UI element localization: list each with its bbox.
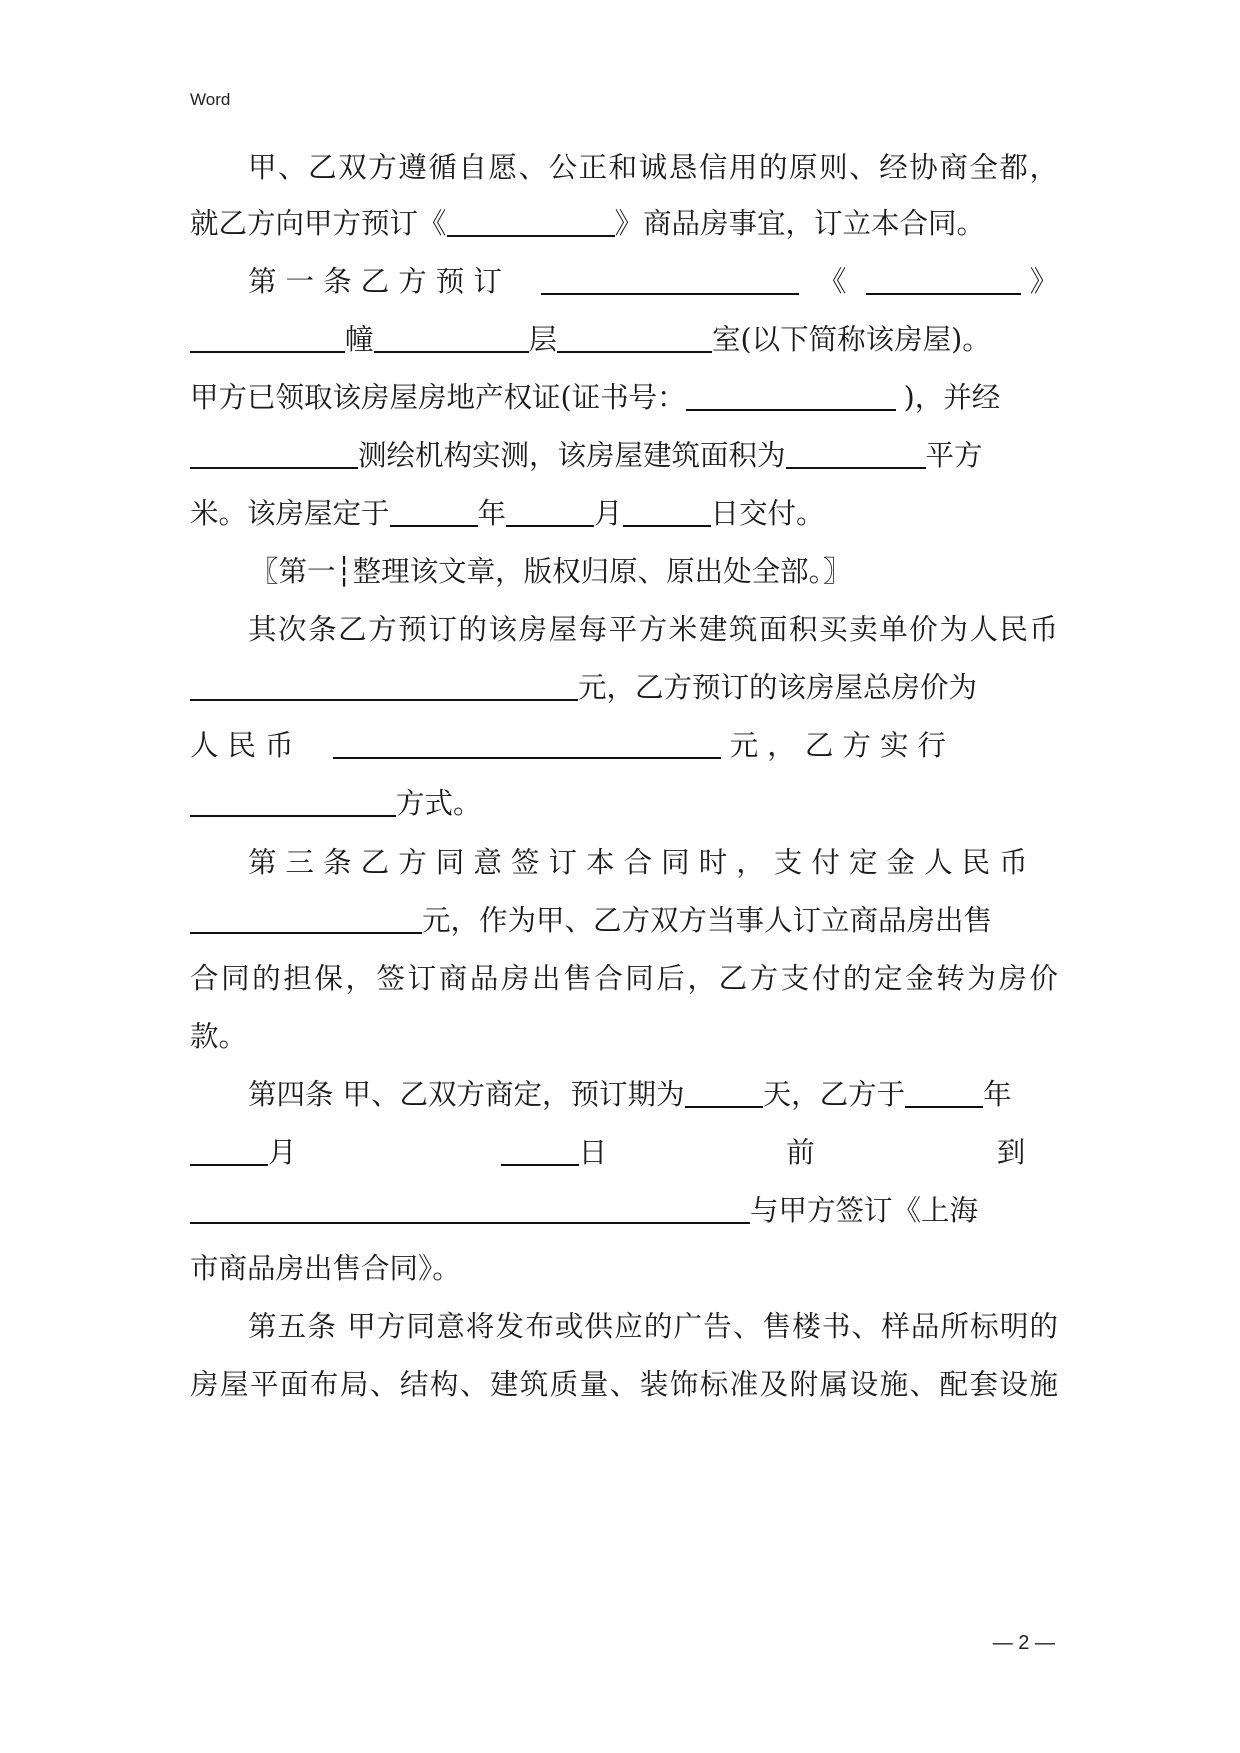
blank-room[interactable]: [557, 323, 712, 353]
art4-sign-label: 与甲方签订《上海: [750, 1194, 979, 1227]
art2-payment-label: 元 ， 乙 方 实 行: [729, 729, 947, 762]
art4-line2: [190, 1133, 1058, 1173]
art1-unit-label: 平方: [925, 439, 983, 472]
art4-line4: 市商品房出售合同》。: [190, 1252, 461, 1285]
art2-line4: [190, 784, 1058, 824]
art3-line2: [190, 901, 1058, 941]
art2-rmb-label: 人 民 币: [190, 729, 294, 762]
blank-survey-agency[interactable]: [190, 439, 358, 469]
art1-area-label: 测绘机构实测，该房屋建筑面积为: [358, 439, 786, 472]
art1-building-label: 幢: [345, 323, 374, 356]
art5-line2: 房屋平面布局、结构、建筑质量、装饰标准及附属设施、配套设施: [190, 1368, 1058, 1401]
art4-before-label: 前: [786, 1136, 815, 1169]
art1-line2: [190, 320, 1058, 360]
para1-line1: 甲、乙双方遵循自愿、公正和诚恳信用的原则、经协商全都，: [248, 151, 1058, 184]
para1-line2: [190, 204, 1058, 244]
art1-text-b: 《: [817, 265, 847, 298]
art2-line1: 其次条乙方预订的该房屋每平方米建筑面积买卖单价为人民币: [248, 613, 1058, 646]
art1-text-c: 》: [1029, 265, 1059, 298]
blank-building-no[interactable]: [190, 323, 345, 353]
art1-line5: [190, 494, 1058, 534]
art1-line3: [190, 378, 1058, 418]
art1-year-label: 年: [477, 497, 507, 530]
blank-floor[interactable]: [374, 323, 529, 353]
art4-days-label: 天，乙方于: [762, 1078, 906, 1111]
blank-sign-day[interactable]: [501, 1136, 579, 1166]
blank-delivery-month[interactable]: [506, 497, 594, 527]
blank-delivery-day[interactable]: [623, 497, 711, 527]
blank-sign-year[interactable]: [905, 1078, 983, 1108]
blank-reservation-days[interactable]: [685, 1078, 763, 1108]
art3-deposit-label: 元，作为甲、乙方双方当事人订立商品房出售: [422, 904, 993, 937]
art4-period-label: 第四条 甲、乙双方商定，预订期为: [248, 1078, 685, 1111]
page-number: — 2 —: [992, 1632, 1055, 1654]
art1-certificate-label: 甲方已领取该房屋房地产权证(证书号：: [190, 381, 686, 414]
blank-certificate-no[interactable]: [686, 381, 896, 411]
art4-line1: [248, 1075, 1058, 1115]
blank-project-name[interactable]: [447, 207, 615, 237]
art1-line4: [190, 436, 1058, 476]
art4-line3: [190, 1191, 1058, 1231]
art1-text-a: 第 一 条 乙 方 预 订: [248, 265, 502, 298]
art1-floor-label: 层: [528, 323, 558, 356]
blank-deposit[interactable]: [190, 904, 422, 934]
art3-line3: 合同的担保，签订商品房出售合同后，乙方支付的定金转为房价: [190, 962, 1058, 995]
art2-line2: [190, 668, 1058, 708]
copyright-notice: 〖第一┆整理该文章，版权归原、原出处全部。〗: [250, 555, 852, 588]
para1-text-b: 》商品房事宜，订立本合同。: [614, 207, 986, 240]
art1-day-label: 日交付。: [710, 497, 825, 530]
art1-delivery-label: 米。该房屋定于: [190, 497, 390, 530]
art3-line1: 第 三 条 乙 方 同 意 签 订 本 合 同 时 ， 支 付 定 金 人 民 币: [248, 846, 1028, 879]
blank-sign-month[interactable]: [190, 1136, 268, 1166]
art1-room-label: 室(以下简称该房屋)。: [712, 323, 991, 356]
header-label: Word: [190, 90, 231, 109]
blank-unit-price[interactable]: [190, 671, 578, 701]
art2-total-label: 元，乙方预订的该房屋总房价为: [578, 671, 978, 704]
blank-location[interactable]: [541, 265, 799, 295]
blank-total-price[interactable]: [333, 729, 721, 759]
art5-line1: 第五条 甲方同意将发布或供应的广告、售楼书、样品所标明的: [248, 1310, 1058, 1343]
blank-payment-method[interactable]: [190, 787, 396, 817]
para1-text-a: 就乙方向甲方预订《: [190, 207, 447, 240]
art4-year-label: 年: [983, 1078, 1012, 1111]
art4-month-label: 月: [268, 1136, 297, 1169]
blank-building-name[interactable]: [866, 265, 1021, 295]
art2-method-label: 方式。: [396, 787, 482, 820]
blank-delivery-year[interactable]: [390, 497, 478, 527]
art1-text-d: )，并经: [903, 381, 1001, 414]
blank-area[interactable]: [786, 439, 926, 469]
art4-day-label: 日: [578, 1136, 608, 1169]
art2-line3: [190, 726, 1058, 766]
art4-to-label: 到: [996, 1136, 1026, 1169]
art3-line4: 款。: [190, 1020, 248, 1053]
blank-sign-location[interactable]: [190, 1194, 750, 1224]
art1-line1: [248, 262, 1058, 302]
art1-month-label: 月: [594, 497, 623, 530]
